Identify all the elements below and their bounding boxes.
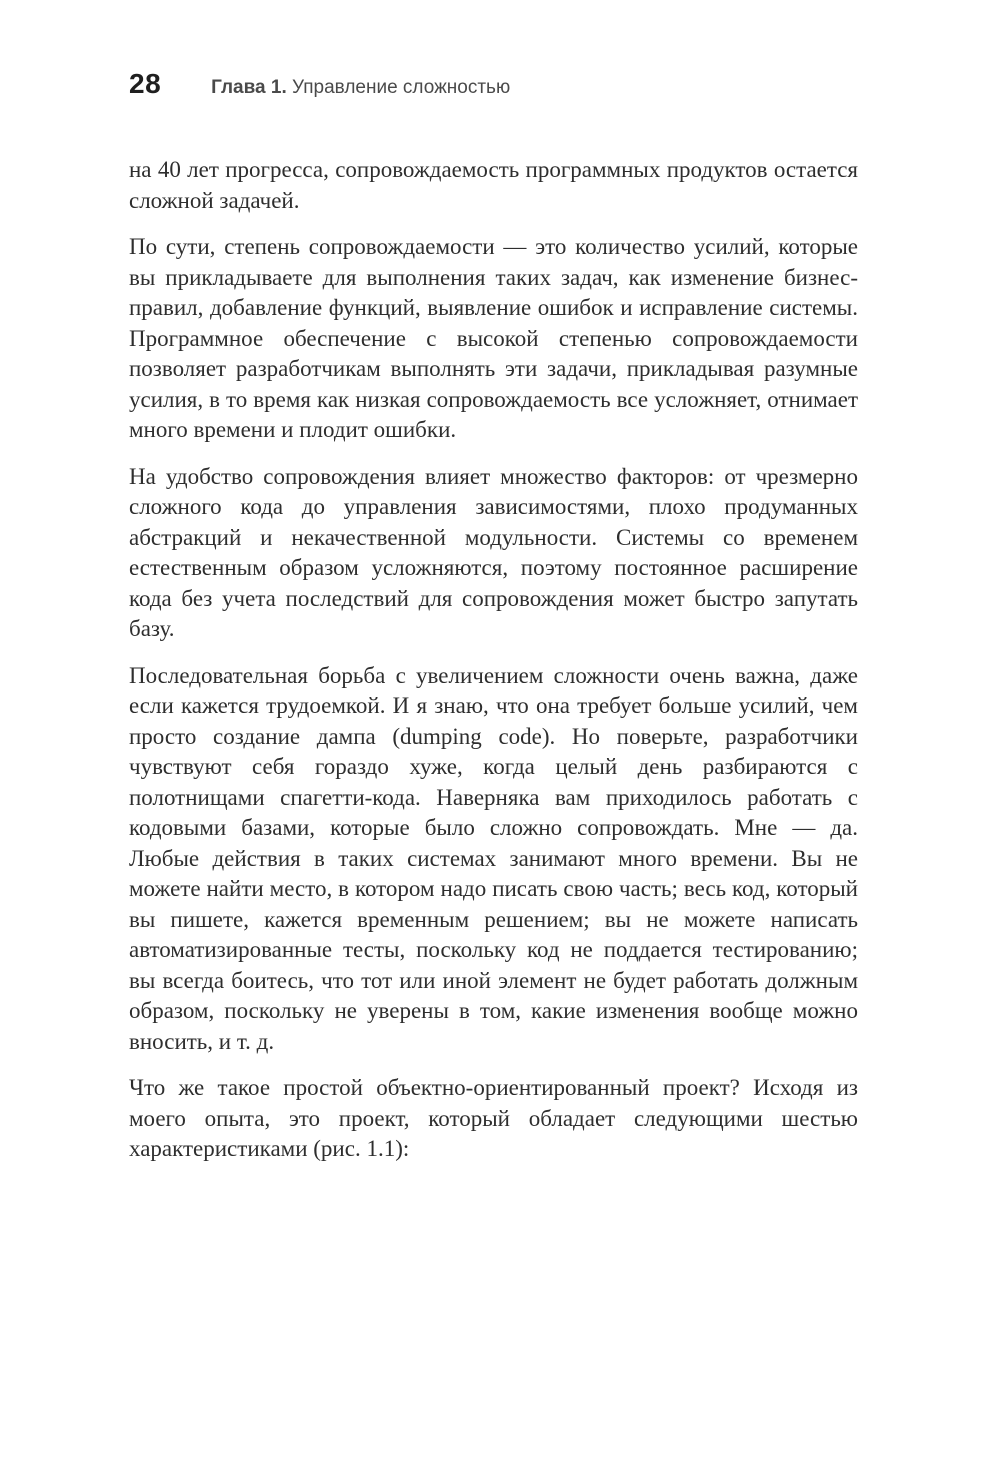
- paragraph: Что же такое простой объектно-ориентированный проект? Исходя из моего опыта, это проект, который обладает следующими шестью характеристиками (рис. 1.1):: [129, 1075, 858, 1161]
- paragraph: Последовательная борьба с увеличением сложности очень важна, даже если кажется трудоемкой. И я знаю, что она требует больше усилий, чем просто создание дампа (dumping code). Но поверьте, разработчики чувствуют себя гораздо хуже, когда целый день разбираются с полотнищами спагетти-кода. Наверняка вам приходилось работать с кодовыми базами, которые было сложно сопровождать. Мне — да. Любые действия в таких системах занимают много времени. Вы не можете найти место, в котором надо писать свою часть; весь код, который вы пишете, кажется временным решением; вы не можете написать автоматизированные тесты, поскольку код не поддается тестированию; вы всегда боитесь, что тот или иной элемент не будет работать должным образом, поскольку не уверены в том, какие изменения вообще можно вносить, и т. д.: [129, 662, 858, 1054]
- chapter-label: Глава 1.: [211, 77, 287, 98]
- paragraph: на 40 лет прогресса, сопровождаемость программных продуктов остается сложной задачей.: [129, 157, 858, 213]
- paragraph: На удобство сопровождения влияет множество факторов: от чрезмерно сложного кода до управления зависимостями, плохо продуманных абстракций и некачественной модульности. Системы со временем естественным образом усложняются, поэтому постоянное расширение кода без учета последствий для сопровождения может быстро запутать базу.: [129, 463, 858, 641]
- body-text: [129, 155, 858, 1165]
- chapter-title-text: Управление сложностью: [292, 77, 511, 98]
- running-head: [129, 68, 510, 100]
- page-number: 28: [129, 68, 162, 99]
- paragraph: По сути, степень сопровождаемости — это количество усилий, которые вы прикладываете для выполнения таких задач, как изменение бизнес-правил, добавление функций, выявление ошибок и исправление системы. Программное обеспечение с высокой степенью сопровождаемости позволяет разработчикам выполнять эти задачи, прикладывая разумные усилия, в то время как низкая сопровождаемость все усложняет, отнимает много времени и плодит ошибки.: [129, 234, 858, 442]
- chapter-heading: [211, 77, 510, 99]
